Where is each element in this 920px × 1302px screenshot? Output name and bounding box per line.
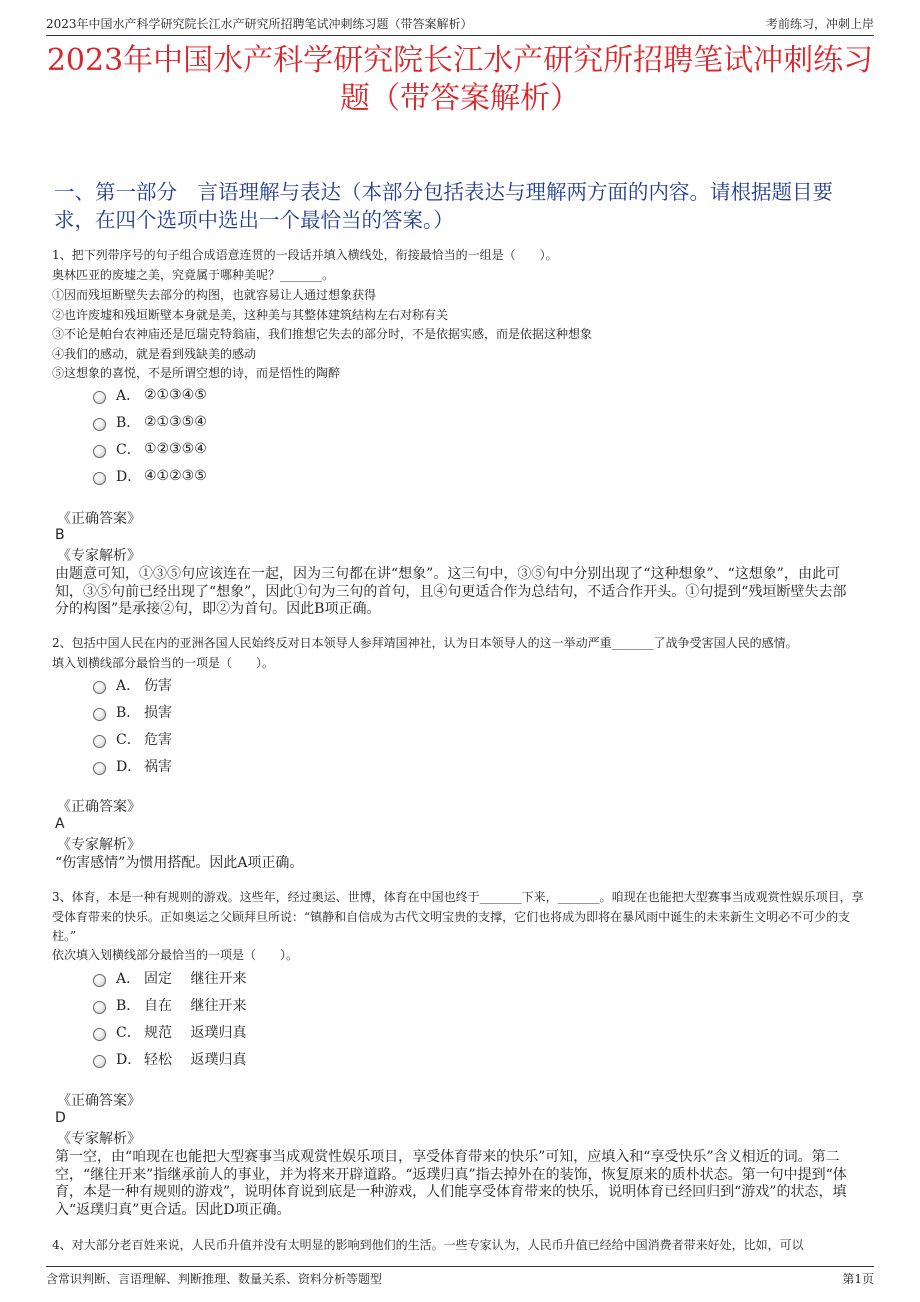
q1-sentence-2: ②也许废墟和残垣断壁本身就是美，这种美与其整体建筑结构左右对称有关 xyxy=(52,308,449,322)
q2-answer-heading: 《正确答案》 xyxy=(57,799,141,815)
q1-sentence-1: ①因而残垣断壁失去部分的构图，也就容易让人通过想象获得 xyxy=(52,288,377,302)
q3-stem: 3、体育，本是一种有规则的游戏。这些年，经过奥运、世博，体育在中国也终于_______下来，_______。咱现在也能把大型赛事当成观赏性娱乐项目，享受体育带来的快乐。正如奥运之父顾拜旦所说：“镇静和自信成为古代文明宝贵的支撑，它们也将成为即将在暴风雨中诞生的未来新生文明必不可少的支柱。” xyxy=(52,890,864,943)
q2-option-a[interactable]: A． 伤害 xyxy=(93,675,172,695)
radio-icon[interactable] xyxy=(93,1028,106,1041)
q2-analysis-heading: 《专家解析》 xyxy=(57,837,141,853)
q1-sentence-3: ③不论是帕台农神庙还是厄瑞克特翁庙，我们推想它失去的部分时，不是依据实感，而是依据这种想象 xyxy=(52,327,593,341)
header-slogan: 考前练习，冲刺上岸 xyxy=(765,17,874,31)
q1-option-d[interactable]: D． ④①②③⑤ xyxy=(93,466,207,486)
q3-analysis: 第一空，由“咱现在也能把大型赛事当成观赏性娱乐项目，享受体育带来的快乐”可知，应填入和“享受快乐”含义相近的词。第二空，“继往开来”指继承前人的事业，并为将来开辟道路。“返璞归真”指去掉外在的装饰，恢复原来的质朴状态。第一句中提到“体育，本是一种有规则的游戏”，说明体育说到底是一种游戏，人们能享受体育带来的快乐，说明体育已经回归到“游戏”的状态，填入“返璞归真”更合适。因此D项正确。 xyxy=(55,1149,847,1218)
q3-prompt: 依次填入划横线部分最恰当的一项是（ ）。 xyxy=(52,948,299,962)
page-number: 第1页 xyxy=(842,1272,874,1286)
q3-option-a[interactable]: A． 固定 继往开来 xyxy=(93,968,246,988)
q2-stem: 2、包括中国人民在内的亚洲各国人民始终反对日本领导人参拜靖国神社，认为日本领导人的这一举动严重_______了战争受害国人民的感情。 xyxy=(52,636,798,650)
q2-option-c[interactable]: C． 危害 xyxy=(93,729,172,749)
radio-icon[interactable] xyxy=(93,708,106,721)
q3-answer-heading: 《正确答案》 xyxy=(57,1093,141,1109)
q1-option-a[interactable]: A． ②①③④⑤ xyxy=(93,385,207,405)
radio-icon[interactable] xyxy=(93,1055,106,1068)
radio-icon[interactable] xyxy=(93,735,106,748)
q2-analysis: “伤害感情”为惯用搭配。因此A项正确。 xyxy=(55,855,304,871)
page-header xyxy=(46,10,874,36)
page-footer xyxy=(46,1266,874,1287)
q1-answer: B xyxy=(55,527,65,543)
q3-analysis-heading: 《专家解析》 xyxy=(57,1131,141,1147)
q1-analysis: 由题意可知，①③⑤句应该连在一起，因为三句都在讲“想象”。这三句中，③⑤句中分别出现了“这种想象”、“这想象”，由此可知，③⑤句前已经出现了“想象”，因此①句为三句的首句，且④句更适合作为总结句，不适合作开头。①句提到“残垣断壁失去部分的构图”是承接②句，即②为首句。因此B项正确。 xyxy=(55,566,847,617)
q4-stem: 4、对大部分老百姓来说，人民币升值并没有太明显的影响到他们的生活。一些专家认为，人民币升值已经给中国消费者带来好处，比如，可以 xyxy=(52,1238,804,1252)
q1-sentence-4: ④我们的感动，就是看到残缺美的感动 xyxy=(52,347,257,361)
footer-note: 含常识判断、言语理解、判断推理、数量关系、资料分析等题型 xyxy=(46,1272,383,1286)
q1-sentence-5: ⑤这想象的喜悦，不是所谓空想的诗，而是悟性的陶醉 xyxy=(52,366,341,380)
radio-icon[interactable] xyxy=(93,391,106,404)
q2-option-b[interactable]: B． 损害 xyxy=(93,702,172,722)
q1-analysis-heading: 《专家解析》 xyxy=(57,548,141,564)
q1-answer-heading: 《正确答案》 xyxy=(57,511,141,527)
q3-option-c[interactable]: C． 规范 返璞归真 xyxy=(93,1022,246,1042)
q2-option-d[interactable]: D． 祸害 xyxy=(93,756,172,776)
radio-icon[interactable] xyxy=(93,472,106,485)
q1-option-b[interactable]: B． ②①③⑤④ xyxy=(93,412,207,432)
section-heading: 一、第一部分 言语理解与表达（本部分包括表达与理解两方面的内容。请根据题目要求，在四个选项中选出一个最恰当的答案。） xyxy=(54,180,833,232)
q3-option-d[interactable]: D． 轻松 返璞归真 xyxy=(93,1049,246,1069)
q1-line: 奥林匹亚的废墟之美，究竟属于哪种美呢？_______。 xyxy=(52,268,335,282)
q3-option-b[interactable]: B． 自在 继往开来 xyxy=(93,995,246,1015)
q2-answer: A xyxy=(55,816,65,832)
q1-option-c[interactable]: C． ①②③⑤④ xyxy=(93,439,207,459)
q3-answer: D xyxy=(55,1110,66,1126)
document-title: 2023年中国水产科学研究院长江水产研究所招聘笔试冲刺练习题（带答案解析） xyxy=(46,43,874,116)
radio-icon[interactable] xyxy=(93,1001,106,1014)
radio-icon[interactable] xyxy=(93,974,106,987)
radio-icon[interactable] xyxy=(93,762,106,775)
radio-icon[interactable] xyxy=(93,418,106,431)
q1-stem: 1、把下列带序号的句子组合成语意连贯的一段话并填入横线处，衔接最恰当的一组是（ ）。 xyxy=(52,248,558,262)
radio-icon[interactable] xyxy=(93,445,106,458)
header-title: 2023年中国水产科学研究院长江水产研究所招聘笔试冲刺练习题（带答案解析） xyxy=(46,17,473,31)
radio-icon[interactable] xyxy=(93,681,106,694)
q2-prompt: 填入划横线部分最恰当的一项是（ ）。 xyxy=(52,656,275,670)
